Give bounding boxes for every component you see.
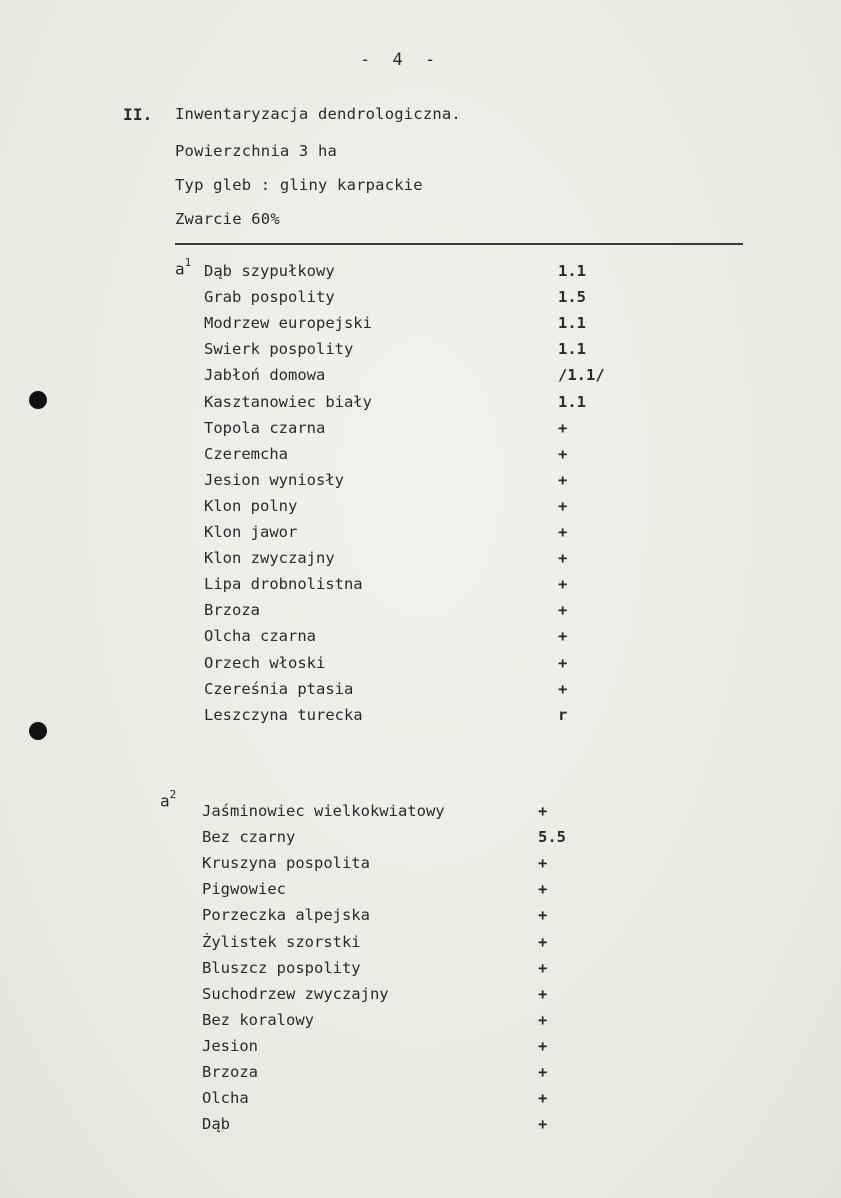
species-name: Olcha czarna [204, 627, 316, 646]
species-name: Bez czarny [202, 828, 296, 847]
species-name: Jesion wyniosły [204, 470, 344, 489]
group-label-base: a [160, 791, 170, 811]
group-label-a1 [175, 258, 191, 278]
species-name: Orzech włoski [204, 653, 326, 672]
list-item [204, 601, 624, 627]
abundance-value: + [538, 880, 548, 899]
list-item [202, 985, 622, 1011]
list-item [202, 802, 622, 828]
species-name: Jesion [202, 1036, 258, 1055]
area-line: Powierzchnia 3 ha [175, 142, 338, 160]
group-label-a2 [160, 790, 176, 810]
species-name: Modrzew europejski [204, 314, 372, 333]
species-name: Suchodrzew zwyczajny [202, 984, 389, 1003]
abundance-value: 1.1 [558, 392, 586, 411]
soil-type-line: Typ gleb : gliny karpackie [175, 176, 423, 194]
horizontal-rule [175, 243, 743, 245]
list-item [202, 1115, 622, 1141]
abundance-value: + [558, 679, 568, 698]
abundance-value: + [558, 496, 568, 515]
species-name: Swierk pospolity [204, 340, 354, 359]
list-item [202, 1089, 622, 1115]
list-item [202, 906, 622, 932]
species-name: Kasztanowiec biały [204, 392, 372, 411]
list-item [202, 880, 622, 906]
abundance-value: + [558, 470, 568, 489]
list-item [204, 445, 624, 471]
abundance-value: + [538, 1115, 548, 1134]
abundance-value: /1.1/ [558, 366, 605, 385]
list-item [204, 393, 624, 419]
list-item [202, 1011, 622, 1037]
group-label-superscript: 1 [184, 256, 192, 269]
list-item [202, 1063, 622, 1089]
list-item [204, 314, 624, 340]
abundance-value: + [538, 932, 548, 951]
list-item [204, 706, 624, 732]
species-name: Jabłoń domowa [204, 366, 326, 385]
species-name: Dąb [202, 1115, 230, 1134]
list-item [204, 680, 624, 706]
abundance-value: 1.1 [558, 314, 586, 333]
abundance-value: + [538, 984, 548, 1003]
list-item [204, 497, 624, 523]
list-item [204, 627, 624, 653]
abundance-value: + [558, 601, 568, 620]
abundance-value: + [558, 575, 568, 594]
species-name: Kruszyna pospolita [202, 854, 370, 873]
list-item [204, 340, 624, 366]
section-title: Inwentaryzacja dendrologiczna. [175, 105, 461, 123]
abundance-value: r [558, 705, 568, 724]
species-name: Bez koralowy [202, 1010, 314, 1029]
species-name: Leszczyna turecka [204, 705, 363, 724]
species-name: Grab pospolity [204, 288, 335, 307]
abundance-value: + [538, 854, 548, 873]
abundance-value: + [538, 1010, 548, 1029]
species-name: Olcha [202, 1089, 249, 1108]
abundance-value: + [558, 523, 568, 541]
abundance-value: + [558, 653, 568, 672]
abundance-value: + [538, 906, 548, 925]
abundance-value: + [538, 1089, 548, 1108]
abundance-value: + [558, 549, 568, 568]
abundance-value: 5.5 [538, 828, 566, 847]
species-name: Czereśnia ptasia [204, 679, 354, 698]
species-name: Brzoza [204, 601, 260, 620]
species-name: Czeremcha [204, 444, 288, 463]
abundance-value: 1.1 [558, 262, 586, 280]
list-item [204, 575, 624, 601]
list-item [204, 549, 624, 575]
species-name: Klon zwyczajny [204, 549, 335, 568]
species-name: Klon jawor [204, 523, 298, 541]
abundance-value: 1.5 [558, 288, 586, 307]
list-item [202, 933, 622, 959]
abundance-value: + [538, 1036, 548, 1055]
canopy-closure-line: Zwarcie 60% [175, 210, 280, 228]
punch-hole [29, 722, 47, 740]
list-item [204, 262, 624, 288]
species-name: Żylistek szorstki [202, 932, 361, 951]
list-item [202, 828, 622, 854]
species-name: Lipa drobnolistna [204, 575, 363, 594]
page-number: - 4 - [360, 50, 442, 70]
list-item [204, 654, 624, 680]
list-item [204, 523, 624, 549]
species-name: Dąb szypułkowy [204, 262, 335, 280]
species-name: Topola czarna [204, 418, 326, 437]
group-label-base: a [175, 259, 185, 279]
species-name: Porzeczka alpejska [202, 906, 370, 925]
list-item [204, 366, 624, 392]
species-name: Klon polny [204, 496, 298, 515]
abundance-value: + [538, 1063, 548, 1081]
punch-hole [29, 391, 47, 409]
list-item [204, 419, 624, 445]
list-item [202, 959, 622, 985]
species-name: Bluszcz pospolity [202, 958, 361, 977]
abundance-value: + [538, 958, 548, 977]
species-name: Jaśminowiec wielkokwiatowy [202, 802, 445, 820]
abundance-value: + [558, 418, 568, 437]
list-item [202, 1037, 622, 1063]
abundance-value: + [558, 627, 568, 646]
abundance-value: + [538, 802, 548, 820]
group-label-superscript: 2 [169, 788, 177, 801]
list-item [202, 854, 622, 880]
abundance-value: + [558, 444, 568, 463]
species-name: Brzoza [202, 1063, 258, 1081]
list-item [204, 471, 624, 497]
species-name: Pigwowiec [202, 880, 286, 899]
abundance-value: 1.1 [558, 340, 586, 359]
list-item [204, 288, 624, 314]
section-number: II. [123, 105, 153, 124]
